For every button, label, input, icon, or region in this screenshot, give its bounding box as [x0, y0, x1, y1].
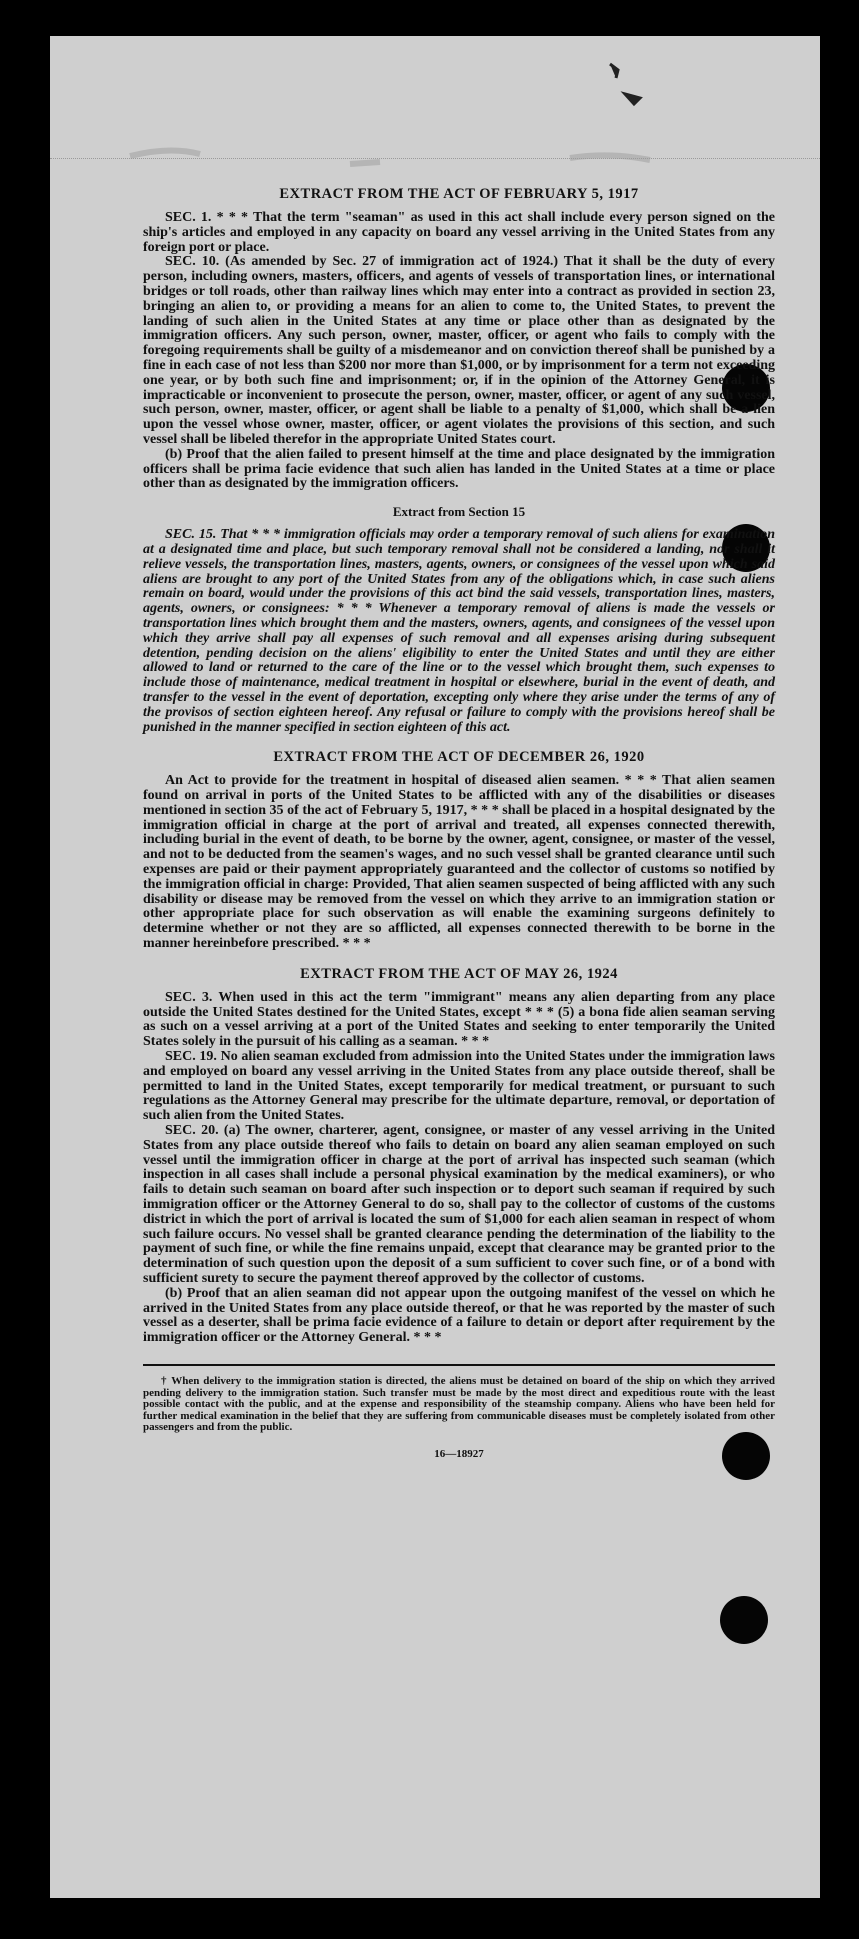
section-extract-15: [143, 504, 775, 735]
footnote-text: † When delivery to the immigration station is directed, the aliens must be detained on board of the ship on which they arrived pending delivery to the immigration station. Such transfer must be made by the most direct and expeditious route with the least possible contact with the public, and at the expense and responsibility of the steamship company. Aliens who have been held for further medical examination in the belief that they are suffering from communicable diseases must be completely isolated from other passengers and from the public.: [143, 1374, 775, 1434]
page-code: 16—18927: [434, 1447, 484, 1460]
paragraph: (b) Proof that an alien seaman did not appear upon the outgoing manifest of the vessel on which he arrived in the United States from any place outside thereof, or that he was reported by the master of such vessel as a deserter, shall be prima facie evidence of a failure to detain or deport after requirement by the immigration officer or the Attorney General. * * *: [143, 1285, 775, 1346]
fold-line: [50, 158, 820, 159]
section-heading: EXTRACT FROM THE ACT OF FEBRUARY 5, 1917: [279, 186, 639, 202]
section-heading: EXTRACT FROM THE ACT OF DECEMBER 26, 1920: [273, 749, 645, 766]
paragraph: SEC. 1. * * * That the term "seaman" as used in this act shall include every person signed on the ship's articles and employed in any capacity on board any vessel arriving in the United States from any foreign port or place.: [143, 210, 775, 255]
paragraph: SEC. 19. No alien seaman excluded from admission into the United States under the immigration laws and employed on board any vessel arriving in the United States from any place outside thereof, shall be permitted to land in the United States, except temporarily for medical treatment, or pursuant to such regulations as the Attorney General may prescribe for the ultimate departure, removal, or deportation of such alien from the United States.: [143, 1049, 775, 1124]
scan-marks: [50, 36, 820, 196]
document-page: [50, 36, 820, 1898]
section-act-1920: [143, 749, 775, 952]
document-body: [143, 186, 775, 1460]
punch-hole: [720, 1596, 768, 1644]
footnote: [143, 1376, 775, 1434]
paragraph: SEC. 3. When used in this act the term "immigrant" means any alien departing from any place outside the United States destined for the United States, except * * * (5) a bona fide alien seaman serving as such on a vessel arriving at a port of the United States and seeking to enter temporarily the United States solely in the pursuit of his calling as a seaman. * * *: [143, 989, 775, 1050]
section-heading: EXTRACT FROM THE ACT OF MAY 26, 1924: [300, 965, 618, 982]
footnote-rule: [143, 1364, 775, 1366]
paragraph: SEC. 20. (a) The owner, charterer, agent, consignee, or master of any vessel arriving in the United States from any place outside thereof who fails to detain on board any alien seaman employed on such vessel until the immigration officer in charge at the port of arrival has inspected such seaman (which inspection in all cases shall include a personal physical examination by the medical examiners), or who fails to detain such seaman on board after such inspection or to deport such seaman if required by such immigration officer or the Attorney General to do so, shall pay to the collector of customs of the customs district in which the port of arrival is located the sum of $1,000 for each alien seaman in respect of whom such failure occurs. No vessel shall be granted clearance pending the determination of the liability to the payment of such fine, or while the fine remains unpaid, except that clearance may be granted prior to the determination of such question upon the deposit of a sum sufficient to cover such fine, or of a bond with sufficient surety to secure the payment thereof approved by the collector of customs.: [143, 1123, 775, 1286]
paragraph: An Act to provide for the treatment in hospital of diseased alien seamen. * * * That alien seamen found on arrival in ports of the United States to be afflicted with any of the disabilities or diseases mentioned in section 35 of the act of February 5, 1917, * * * shall be placed in a hospital designated by the immigration official in charge at the port of arrival and treated, all expenses connected therewith, including burial in the event of death, to be borne by the owner, agent, consignee, or master of the vessel, and not to be deducted from the seamen's wages, and no such vessel shall be granted clearance until such expenses are paid or their payment appropriately guaranteed and the collector of customs so notified by the immigration official in charge: Provided, That alien seamen suspected of being afflicted with any such disability or disease may be removed from the vessel on which they arrive to an immigration station or other appropriate place for such observation as will enable the examining surgeons definitely to determine whether or not they are so afflicted, all expenses connected therewith to be borne in the manner hereinbefore prescribed. * * *: [143, 773, 775, 952]
paragraph: SEC. 10. (As amended by Sec. 27 of immigration act of 1924.) That it shall be the duty of every person, including owners, masters, officers, and agents of vessels of transportation lines, or international bridges or toll roads, other than railway lines which may enter into a contract as provided in section 23, bringing an alien to, or providing a means for an alien to come to, the United States, to prevent the landing of such alien in the United States at any time or place other than as designated by the immigration officers. Any such person, owner, master, officer, or agent who fails to comply with the foregoing requirements shall be guilty of a misdemeanor and on conviction thereof shall be punished by a fine in each case of not less than $200 nor more than $1,000, or by imprisonment for a term not exceeding one year, or by both such fine and imprisonment; or, if in the opinion of the Attorney General, it is impracticable or inconvenient to prosecute the person, owner, master, officer, or agent of any such vessel, such person, owner, master, officer, or agent shall be liable to a penalty of $1,000, which shall be a lien upon the vessel whose owner, master, officer, or agent violates the provisions of this section, and such vessel shall be libeled therefor in the appropriate United States court.: [143, 254, 775, 447]
paragraph: SEC. 15. That * * * immigration officials may order a temporary removal of such aliens for examination at a designated time and place, but such temporary removal shall not be considered a landing, nor shall it relieve vessels, the transportation lines, masters, agents, owners, or consignees of the vessel upon which said aliens are brought to any port of the United States from any of the obligations which, in case such aliens remain on board, would under the provisions of this act bind the said vessels, transportation lines, masters, agents, owners, or consignees: * * * Whenever a temporary removal of aliens is made the vessels or transportation lines which brought them and the masters, owners, agents, and consignees of the vessel upon which they arrive shall pay all expenses of such removal and all expenses arising during subsequent detention, pending decision on the aliens' eligibility to enter the United States and until they are either allowed to land or returned to the care of the line or to the vessel which brought them, such expenses to include those of maintenance, medical treatment in hospital or elsewhere, burial in the event of death, and transfer to the vessel in the event of deportation, excepting only where they arise under the terms of any of the provisos of section eighteen hereof. Any refusal or failure to comply with the provisions hereof shall be punished in the manner specified in section eighteen of this act.: [143, 527, 775, 735]
paragraph: (b) Proof that the alien failed to present himself at the time and place designated by the immigration officers shall be prima facie evidence that such alien has landed in the United States at a time or place other than as designated by the immigration officers.: [143, 446, 775, 492]
section-subheading: Extract from Section 15: [392, 504, 526, 520]
section-act-1924: [143, 966, 775, 1346]
section-act-1917: [143, 186, 775, 492]
